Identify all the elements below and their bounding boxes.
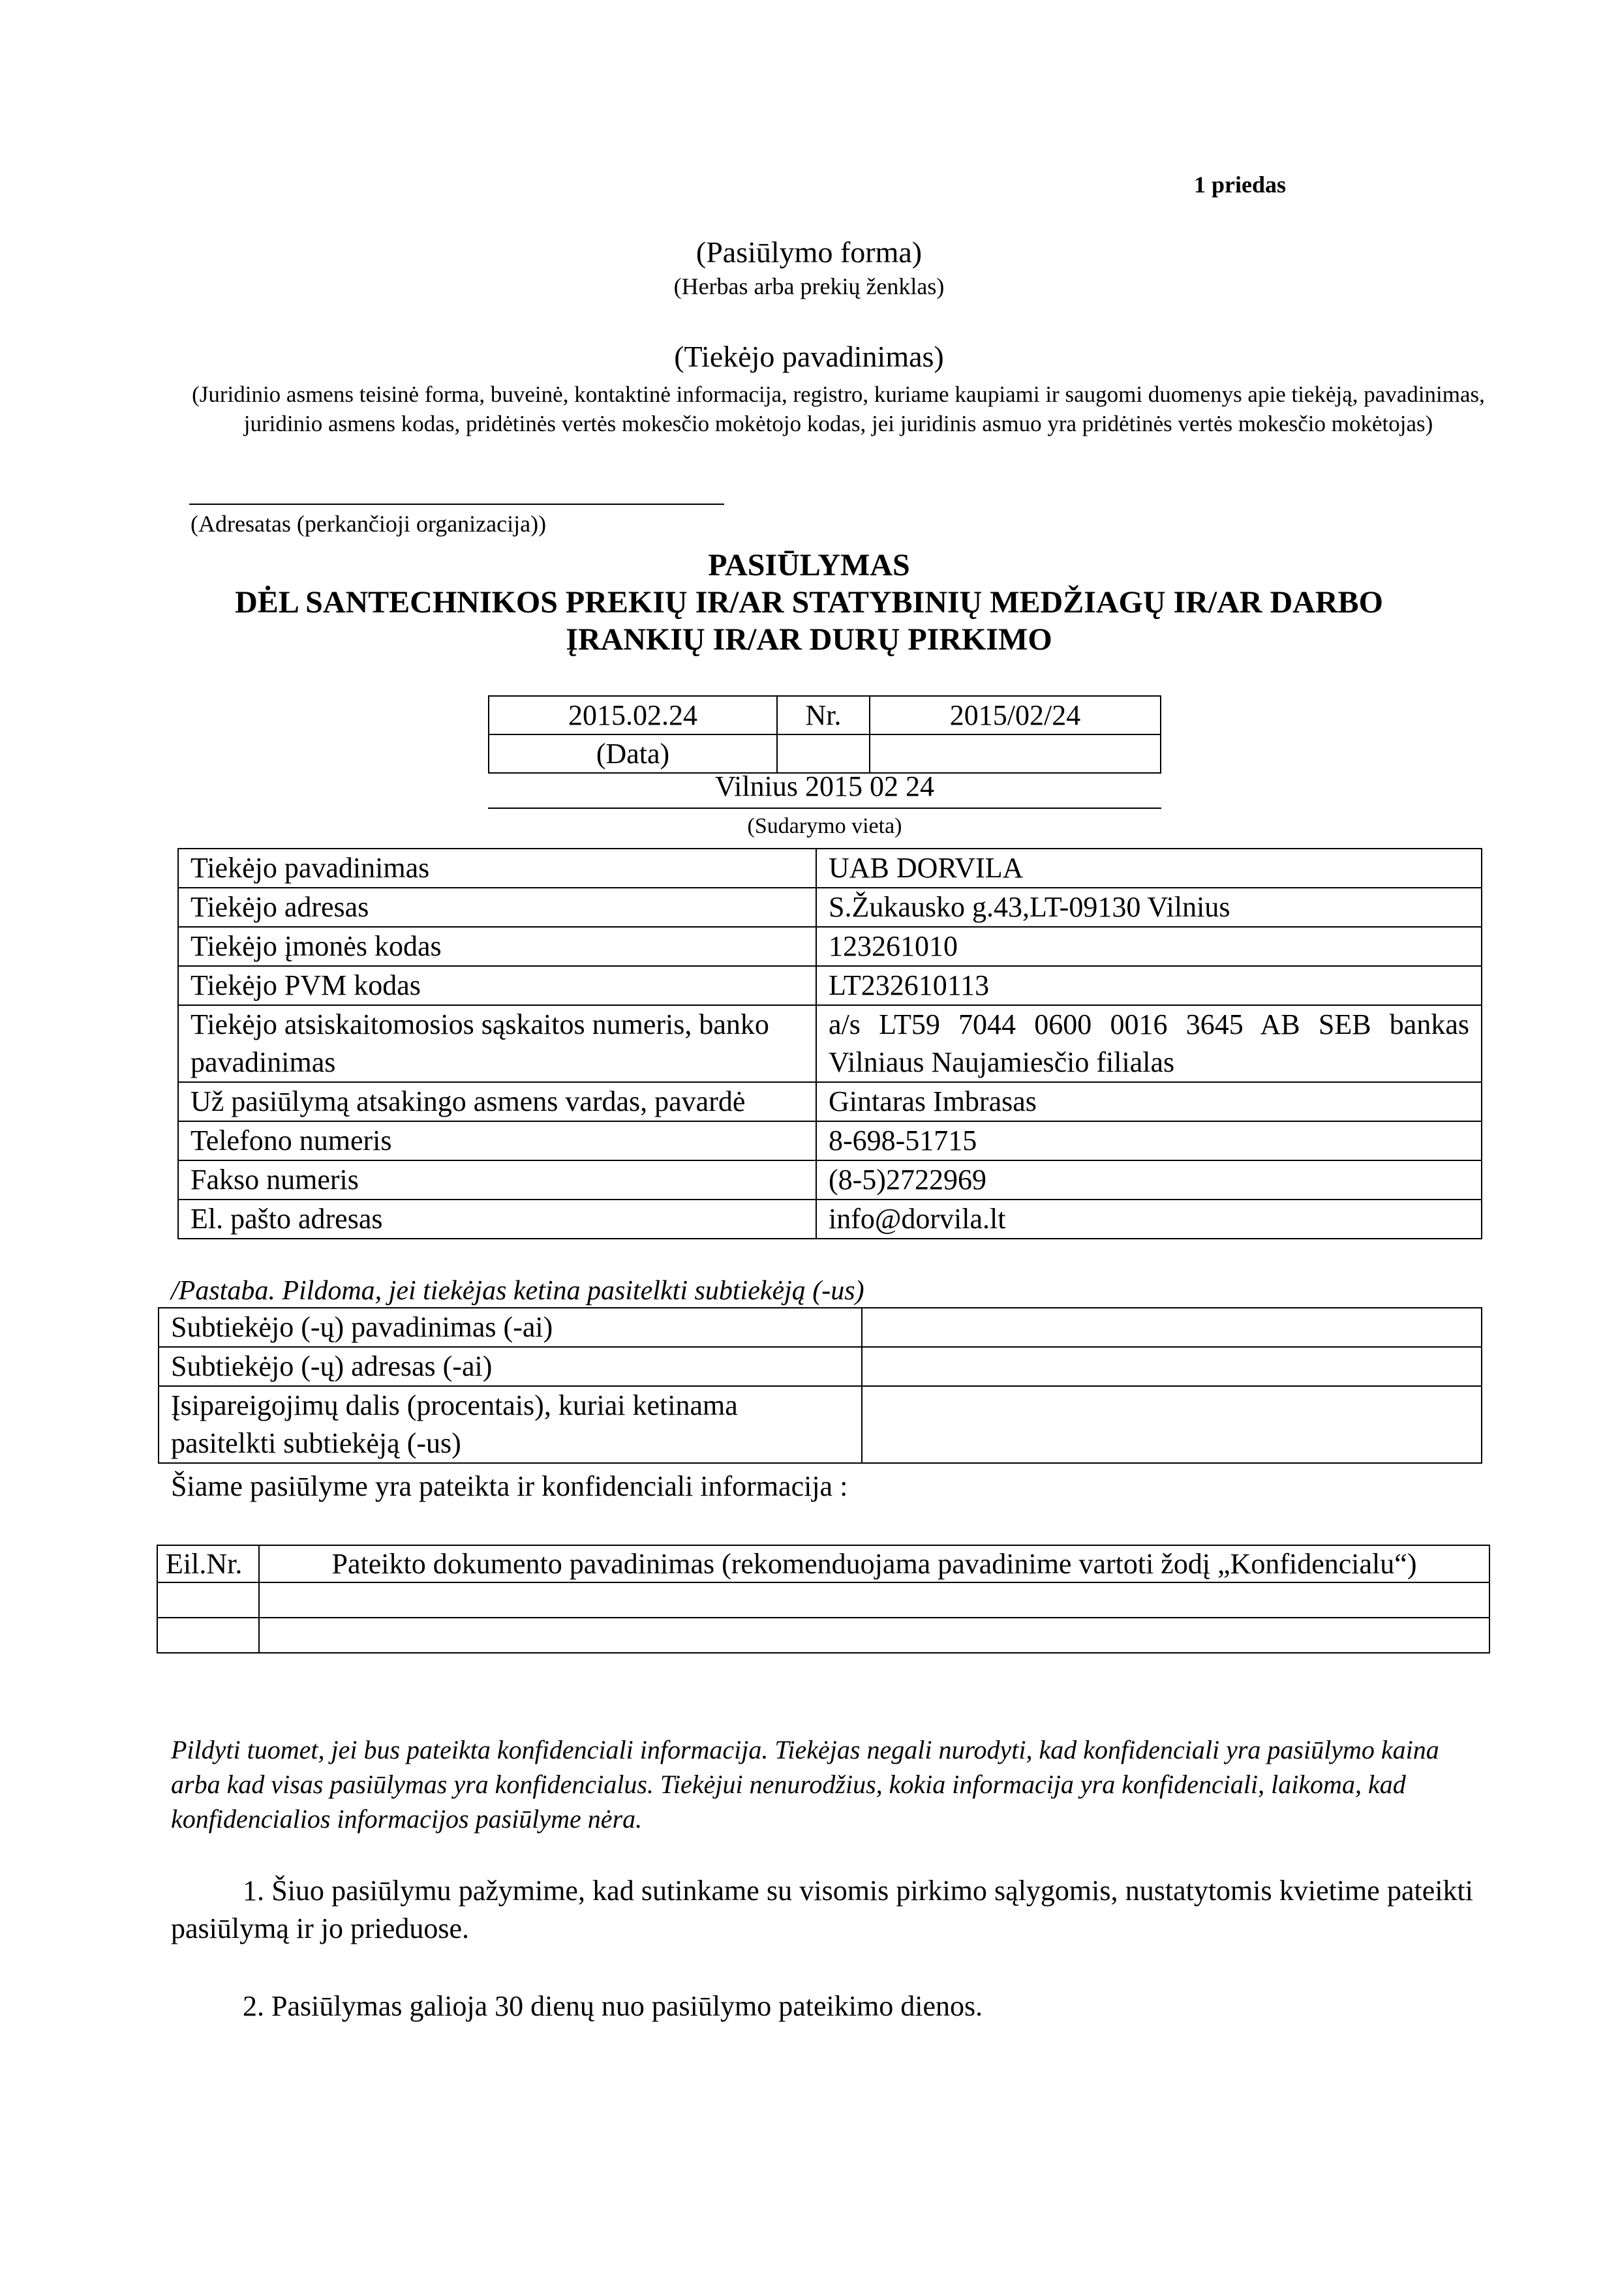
number-label: Nr.: [777, 696, 870, 734]
row-value: [862, 1347, 1482, 1386]
row-label: Subtiekėjo (-ų) adresas (-ai): [159, 1347, 862, 1386]
subcontractor-remark: /Pastaba. Pildoma, jei tiekėjas ketina pasitelkti subtiekėją (-us): [171, 1276, 864, 1306]
row-label: Tiekėjo pavadinimas: [178, 849, 816, 888]
table-row: [178, 927, 1482, 966]
legal-entity-note: (Juridinio asmens teisinė forma, buveinė, kontaktinė informacija, registro, kuriame kaupiami ir saugomi duomenys apie tiekėją, pavadinimas, juridinio asmens kodas, pridėtinės vertės mokesčio mokėtojo kodas, jei juridinis asmuo yra pridėtinės vertės mokesčio mokėtojas): [192, 382, 1485, 436]
number-value: 2015/02/24: [870, 696, 1161, 734]
paragraph-1: 1. Šiuo pasiūlymu pažymime, kad sutinkame su visomis pirkimo sąlygomis, nustatytomis kvietime pateikti pasiūlymą ir jo prieduose.: [171, 1875, 1473, 1944]
document-title: [0, 547, 1618, 658]
table-header-row: [157, 1545, 1489, 1582]
empty-cell: [259, 1618, 1489, 1653]
row-label: Tiekėjo įmonės kodas: [178, 927, 816, 966]
addressee-label: (Adresatas (perkančioji organizacija)): [191, 511, 547, 537]
table-row: [178, 849, 1482, 888]
row-label: Už pasiūlymą atsakingo asmens vardas, pavardė: [178, 1082, 816, 1121]
row-value: info@dorvila.lt: [816, 1200, 1482, 1239]
title-line-3: ĮRANKIŲ IR/AR DURŲ PIRKIMO: [566, 622, 1052, 657]
row-label: Tiekėjo atsiskaitomosios sąskaitos numeris, banko pavadinimas: [178, 1005, 816, 1082]
annex-label: 1 priedas: [1194, 172, 1287, 198]
title-line-1: PASIŪLYMAS: [708, 548, 910, 582]
date-number-table: [488, 695, 1161, 774]
table-row: [178, 1200, 1482, 1239]
supplier-name-title: (Tiekėjo pavadinimas): [674, 340, 944, 373]
table-row: [178, 966, 1482, 1005]
date-value: 2015.02.24: [489, 696, 777, 734]
table-row: [157, 1582, 1489, 1618]
confidential-note: Pildyti tuomet, jei bus pateikta konfidenciali informacija. Tiekėjas negali nurodyti, kad konfidenciali yra pasiūlymo kaina arba kad visas pasiūlymas yra konfidencialus. Tiekėjui nenurodžius, kokia informacija yra konfidenciali, laikoma, kad konfidencialios informacijos pasiūlyme nėra.: [171, 1735, 1439, 1834]
table-row: [178, 888, 1482, 927]
empty-cell: [870, 734, 1161, 773]
row-label: Telefono numeris: [178, 1121, 816, 1160]
row-value: LT232610113: [816, 966, 1482, 1005]
row-value: Gintaras Imbrasas: [816, 1082, 1482, 1121]
table-row: [178, 1082, 1482, 1121]
row-value: a/s LT59 7044 0600 0016 3645 AB SEB bankas Vilniaus Naujamiesčio filialas: [816, 1005, 1482, 1082]
table-row: [178, 1005, 1482, 1082]
place-line: [488, 808, 1161, 809]
confidential-statement: Šiame pasiūlyme yra pateikta ir konfidenciali informacija :: [171, 1470, 848, 1502]
place-label: (Sudarymo vieta): [747, 814, 902, 838]
herb-label: (Herbas arba prekių ženklas): [673, 273, 945, 299]
column-header-document: Pateikto dokumento pavadinimas (rekomenduojama pavadinime vartoti žodį „Konfidencialu“): [259, 1545, 1489, 1582]
form-title: (Pasiūlymo forma): [695, 235, 923, 269]
row-label: Tiekėjo adresas: [178, 888, 816, 927]
place-value: Vilnius 2015 02 24: [715, 770, 934, 802]
addressee-line: [189, 504, 724, 505]
date-label: (Data): [489, 734, 777, 773]
row-value: 123261010: [816, 927, 1482, 966]
row-value: 8-698-51715: [816, 1121, 1482, 1160]
row-value: UAB DORVILA: [816, 849, 1482, 888]
row-value: (8-5)2722969: [816, 1160, 1482, 1200]
table-row: [159, 1386, 1482, 1463]
paragraph-2: 2. Pasiūlymas galioja 30 dienų nuo pasiūlymo pateikimo dienos.: [243, 1990, 983, 2022]
empty-cell: [259, 1582, 1489, 1618]
row-label: Įsipareigojimų dalis (procentais), kuriai ketinama pasitelkti subtiekėją (-us): [159, 1386, 862, 1463]
row-label: El. pašto adresas: [178, 1200, 816, 1239]
row-label: Fakso numeris: [178, 1160, 816, 1200]
table-row: [159, 1308, 1482, 1347]
row-label: Tiekėjo PVM kodas: [178, 966, 816, 1005]
supplier-info-table: [177, 848, 1482, 1239]
table-row: [178, 1160, 1482, 1200]
empty-cell: [157, 1618, 259, 1653]
subcontractor-table: [158, 1307, 1482, 1464]
title-line-2: DĖL SANTECHNIKOS PREKIŲ IR/AR STATYBINIŲ MEDŽIAGŲ IR/AR DARBO: [235, 585, 1383, 620]
empty-cell: [157, 1582, 259, 1618]
row-label: Subtiekėjo (-ų) pavadinimas (-ai): [159, 1308, 862, 1347]
table-row: [178, 1121, 1482, 1160]
row-value: [862, 1308, 1482, 1347]
empty-cell: [777, 734, 870, 773]
table-row: [159, 1347, 1482, 1386]
row-value: [862, 1386, 1482, 1463]
confidential-documents-table: [157, 1545, 1490, 1654]
table-row: [157, 1618, 1489, 1653]
column-header-number: Eil.Nr.: [157, 1545, 259, 1582]
row-value: S.Žukausko g.43,LT-09130 Vilnius: [816, 888, 1482, 927]
